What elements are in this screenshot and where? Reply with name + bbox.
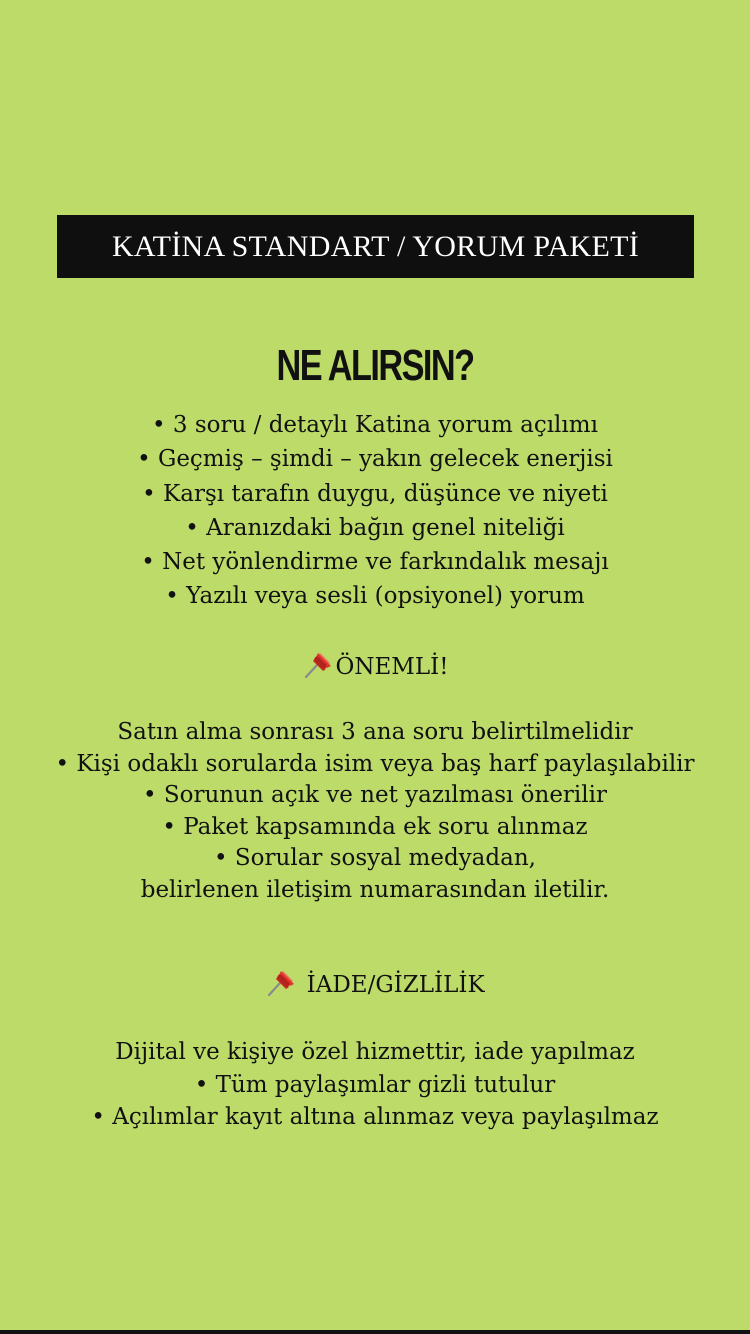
list-item: • Yazılı veya sesli (opsiyonel) yorum: [165, 583, 585, 610]
list-item: Dijital ve kişiye özel hizmettir, iade yapılmaz: [115, 1039, 635, 1065]
list-item: • Net yönlendirme ve farkındalık mesajı: [141, 549, 609, 576]
list-item: • Tüm paylaşımlar gizli tutulur: [194, 1071, 556, 1098]
list-item: • Karşı tarafın duygu, düşünce ve niyeti: [142, 480, 608, 507]
list-item: belirlenen iletişim numarasından iletilir.: [140, 876, 610, 903]
refund-privacy-list: [0, 1036, 750, 1134]
refund-privacy-label-text: İADE/GİZLİLİK: [299, 972, 485, 998]
section-heading: NE ALIRSIN?: [276, 341, 474, 390]
list-item: • Kişi odaklı sorularda isim veya baş harf paylaşılabilir: [55, 750, 695, 777]
refund-privacy-label: [0, 968, 750, 1002]
list-item: Satın alma sonrası 3 ana soru belirtilmelidir: [117, 719, 633, 745]
important-list: [0, 717, 750, 907]
important-label-text: ÖNEMLİ!: [335, 654, 449, 680]
bottom-divider: [0, 1330, 750, 1334]
list-item: • 3 soru / detaylı Katina yorum açılımı: [152, 412, 598, 438]
list-item: • Sorunun açık ve net yazılması önerilir: [143, 782, 607, 809]
important-label: [0, 650, 750, 684]
list-item: • Aranızdaki bağın genel niteliği: [185, 514, 565, 541]
title-banner: [57, 215, 694, 278]
pushpin-icon: [265, 968, 297, 998]
includes-list: [0, 408, 750, 614]
list-item: • Geçmiş – şimdi – yakın gelecek enerjisi: [137, 446, 613, 473]
list-item: • Sorular sosyal medyadan,: [214, 845, 536, 872]
page-title: KATİNA STANDART / YORUM PAKETİ: [111, 229, 640, 263]
list-item: • Açılımlar kayıt altına alınmaz veya paylaşılmaz: [91, 1104, 659, 1130]
list-item: • Paket kapsamında ek soru alınmaz: [162, 813, 588, 840]
pushpin-icon: [302, 650, 334, 680]
